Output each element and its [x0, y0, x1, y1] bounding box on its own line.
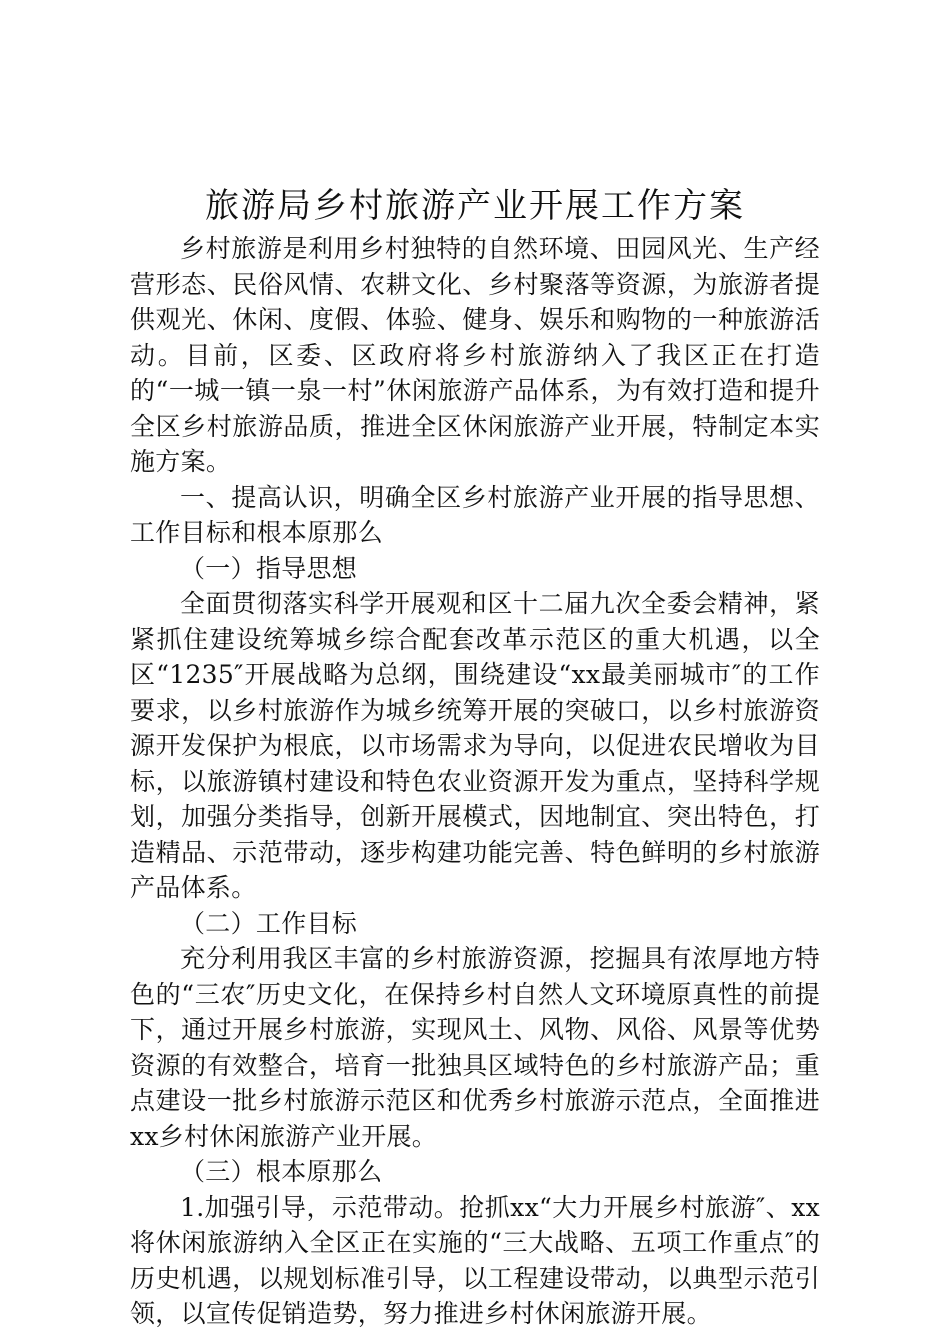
paragraph-guiding-thought: 全面贯彻落实科学开展观和区十二届九次全委会精神，紧紧抓住建设统筹城乡综合配套改革示范区的重大机遇，以全区“1235″开展战略为总纲，围绕建设“xx最美丽城市″的工作要求，以乡村旅游作为城乡统筹开展的突破口，以乡村旅游资源开发保护为根底，以市场需求为导向，以促进农民增收为目标，以旅游镇村建设和特色农业资源开发为重点，坚持科学规划，加强分类指导，创新开展模式，因地制宜、突出特色，打造精品、示范带动，逐步构建功能完善、特色鲜明的乡村旅游产品体系。: [130, 589, 820, 902]
section-heading-1: 一、提高认识，明确全区乡村旅游产业开展的指导思想、工作目标和根本原那么: [130, 482, 820, 547]
paragraph-intro: 乡村旅游是利用乡村独特的自然环境、田园风光、生产经营形态、民俗风情、农耕文化、乡村聚落等资源，为旅游者提供观光、休闲、度假、体验、健身、娱乐和购物的一种旅游活动。目前，区委、区政府将乡村旅游纳入了我区正在打造的“一城一镇一泉一村”休闲旅游产品体系，为有效打造和提升全区乡村旅游品质，推进全区休闲旅游产业开展，特制定本实施方案。: [130, 234, 820, 476]
paragraph-principle-1: 1.加强引导，示范带动。抢抓xx“大力开展乡村旅游″、xx将休闲旅游纳入全区正在实施的“三大战略、五项工作重点″的历史机遇，以规划标准引导，以工程建设带动，以典型示范引领，以宣传促销造势，努力推进乡村休闲旅游开展。: [130, 1192, 820, 1328]
subsection-heading-principles: （三）根本原那么: [180, 1157, 383, 1186]
paragraph-work-goals: 充分利用我区丰富的乡村旅游资源，挖掘具有浓厚地方特色的“三农″历史文化，在保持乡村自然人文环境原真性的前提下，通过开展乡村旅游，实现风土、风物、风俗、风景等优势资源的有效整合，培育一批独具区域特色的乡村旅游产品；重点建设一批乡村旅游示范区和优秀乡村旅游示范点，全面推进xx乡村休闲旅游产业开展。: [130, 944, 820, 1151]
document-body: [130, 231, 820, 1332]
subsection-heading-work-goals: （二）工作目标: [180, 908, 358, 938]
document-title: 旅游局乡村旅游产业开展工作方案: [205, 186, 745, 226]
subsection-heading-guiding-thought: （一）指导思想: [180, 553, 358, 583]
